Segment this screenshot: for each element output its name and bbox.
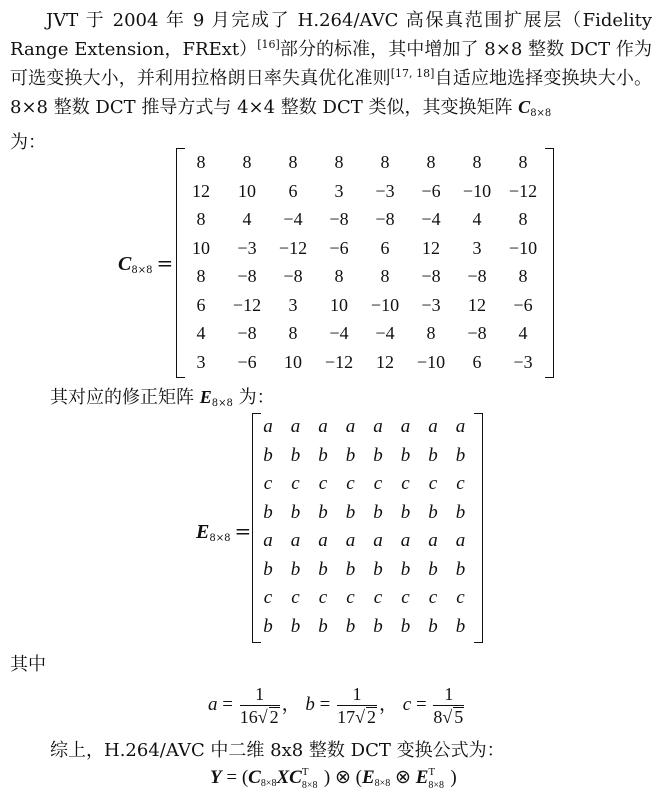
matrix-c-cell-r1-c2: 8 — [242, 152, 252, 172]
const-b-numerator: 1 — [352, 684, 362, 704]
intro-text-4: 为： — [10, 132, 46, 153]
e-intro-suffix: 为： — [232, 387, 275, 408]
matrix-e-cell-r8-c6: b — [400, 615, 411, 637]
matrix-e-cell-r2-c3: b — [318, 444, 328, 466]
matrix-c-cell-r4-c5: 6 — [380, 237, 390, 258]
matrix-c-cell-r8-c1: 3 — [196, 351, 206, 372]
matrix-e-cell-r7-c2: c — [291, 587, 300, 608]
matrix-e-cell-r1-c8: a — [455, 416, 466, 437]
matrix-c-cell-r5-c3: −8 — [283, 266, 303, 286]
matrix-c-cell-r4-c3: −12 — [278, 237, 308, 258]
matrix-e-cell-r2-c8: b — [455, 444, 466, 466]
matrix-e-cell-r4-c6: b — [400, 501, 411, 523]
matrix-e-cell-r4-c8: b — [455, 501, 466, 523]
matrix-e-cell-r2-c1: b — [263, 444, 273, 466]
matrix-c-cell-r6-c1: 6 — [196, 294, 206, 315]
matrix-e-cell-r3-c6: c — [401, 473, 410, 494]
matrix-c-cell-r8-c2: −6 — [237, 351, 257, 372]
matrix-e-cell-r4-c7: b — [428, 501, 438, 523]
matrix-e-cell-r5-c5: a — [373, 530, 383, 551]
intro-text-3: 自适应地选择变换块大小。8×8 整数 DCT 推导方式与 4×4 整数 DCT 类似，其变换矩阵 — [10, 68, 652, 118]
e-intro-text: 其对应的修正矩阵 — [50, 387, 200, 408]
formula-c2-sub: 8×8 — [301, 780, 318, 791]
const-a-name: a — [208, 693, 218, 715]
formula-e2-sub: 8×8 — [428, 780, 445, 791]
const-a-den-root: 2 — [269, 707, 279, 727]
const-b-equals: = — [319, 693, 331, 715]
matrix-c-cell-r5-c1: 8 — [196, 266, 206, 286]
matrix-e-cell-r4-c3: b — [318, 501, 328, 523]
matrix-c-cell-r2-c8: −12 — [508, 180, 538, 201]
matrix-e-cell-r5-c7: a — [428, 530, 438, 551]
matrix-e-right-bracket — [474, 413, 483, 643]
matrix-c-cell-r5-c6: −8 — [421, 266, 441, 286]
matrix-c-cell-r3-c3: −4 — [283, 209, 303, 229]
matrix-c-cell-r2-c2: 10 — [238, 180, 256, 201]
formula-close2: ) — [450, 767, 457, 788]
matrix-e-cell-r8-c8: b — [455, 615, 466, 637]
matrix-e-cell-r7-c4: c — [346, 587, 355, 608]
matrix-c-cell-r1-c5: 8 — [380, 152, 390, 172]
formula-c: C — [248, 767, 261, 788]
matrix-e-cell-r3-c3: c — [318, 473, 328, 494]
matrix-e-cell-r6-c3: b — [318, 558, 328, 580]
matrix-c-cell-r6-c6: −3 — [421, 294, 441, 315]
matrix-c-cell-r4-c7: 3 — [472, 237, 482, 258]
matrix-e-cell-r2-c2: b — [290, 444, 301, 466]
formula-e-sub: 8×8 — [374, 778, 391, 789]
final-formula — [210, 766, 457, 789]
matrix-c-cell-r1-c4: 8 — [334, 152, 344, 172]
matrix-c-cell-r7-c3: 8 — [288, 323, 298, 343]
matrix-e-cell-r5-c1: a — [263, 530, 273, 551]
const-a-equals: = — [222, 693, 233, 715]
matrix-e-cell-r3-c4: c — [346, 473, 355, 494]
matrix-c-cell-r7-c4: −4 — [329, 323, 349, 343]
matrix-c-cell-r1-c7: 8 — [472, 152, 482, 172]
matrix-e-cell-r7-c8: c — [456, 587, 465, 608]
matrix-e-cell-r4-c2: b — [290, 501, 301, 523]
matrix-e-cell-r1-c4: a — [345, 416, 356, 437]
matrix-c-cell-r7-c8: 4 — [518, 323, 528, 343]
matrix-e-subscript: 8×8 — [209, 533, 231, 544]
matrix-e-cell-r6-c4: b — [345, 558, 356, 580]
matrix-c-cell-r6-c5: −10 — [370, 294, 400, 315]
matrix-c-cell-r2-c1: 12 — [192, 180, 210, 201]
constants-formula — [208, 684, 466, 727]
matrix-c-cell-r2-c4: 3 — [334, 180, 344, 201]
matrix-e-cell-r4-c1: b — [263, 501, 273, 523]
matrix-c-cell-r8-c4: −12 — [324, 351, 354, 372]
matrix-c-cell-r8-c3: 10 — [284, 351, 302, 372]
matrix-c-cell-r2-c3: 6 — [288, 180, 298, 201]
matrix-e-cell-r6-c1: b — [263, 558, 273, 580]
matrix-e-cell-r3-c7: c — [428, 473, 438, 494]
matrix-c-cell-r3-c2: 4 — [242, 209, 252, 229]
matrix-c-cell-r4-c1: 10 — [192, 237, 210, 258]
matrix-c-cell-r6-c4: 10 — [330, 294, 348, 315]
formula-e: E — [361, 767, 375, 788]
const-a-den-coef: 16 — [239, 707, 258, 727]
citation-16: [16] — [257, 38, 280, 51]
matrix-c-cell-r5-c2: −8 — [237, 266, 257, 286]
matrix-e-subscript-inline: 8×8 — [211, 398, 233, 409]
intro-text-1: JVT 于 2004 年 9 月完成了 H.264/AVC 高保真范围扩展层（Fidelity Range Extension，FRExt） — [10, 10, 652, 60]
matrix-e-cell-r6-c8: b — [455, 558, 466, 580]
matrix-c-cell-r1-c6: 8 — [426, 152, 436, 172]
matrix-c-cell-r2-c5: −3 — [375, 180, 395, 201]
matrix-e-symbol-inline: E — [199, 387, 212, 407]
matrix-c-cell-r5-c7: −8 — [467, 266, 487, 286]
matrix-c-cell-r3-c1: 8 — [196, 209, 206, 229]
matrix-e-cell-r4-c5: b — [373, 501, 383, 523]
matrix-c-cell-r4-c4: −6 — [329, 237, 349, 258]
matrix-e-cell-r2-c7: b — [428, 444, 438, 466]
summary-line: 综上，H.264/AVC 中二维 8x8 整数 DCT 变换公式为： — [50, 740, 505, 761]
matrix-e-cell-r5-c4: a — [345, 530, 356, 551]
matrix-c-cell-r6-c8: −6 — [513, 294, 533, 315]
matrix-c-cell-r3-c5: −8 — [375, 209, 395, 229]
matrix-e-equals: = — [234, 519, 252, 543]
matrix-c-cell-r6-c7: 12 — [468, 294, 486, 315]
const-c-den-coef: 8 — [433, 707, 443, 727]
matrix-e-cell-r3-c1: c — [263, 473, 273, 494]
matrix-c-cell-r1-c1: 8 — [196, 152, 206, 172]
matrix-e-cell-r2-c5: b — [373, 444, 383, 466]
const-a-separator: ， — [281, 693, 301, 715]
matrix-c-cell-r6-c2: −12 — [232, 294, 262, 315]
matrix-e-symbol: E — [196, 521, 210, 543]
const-b-fraction: $\frac{1}{17√ 2}$ — [337, 684, 376, 727]
matrix-e-cell-r6-c6: b — [400, 558, 411, 580]
matrix-e-cell-r6-c2: b — [290, 558, 301, 580]
matrix-c-symbol: C — [118, 253, 132, 275]
formula-eq-open: = ( — [221, 767, 249, 788]
matrix-e-cell-r1-c2: a — [290, 416, 301, 437]
matrix-e-cell-r3-c5: c — [373, 473, 383, 494]
formula-close1: ) — [323, 767, 331, 788]
const-b-separator: ， — [378, 693, 398, 715]
matrix-c-subscript-inline: 8×8 — [530, 108, 552, 119]
const-a-fraction: $\frac{1}{16√ 2}$ — [239, 684, 279, 727]
matrix-c-cell-r8-c8: −3 — [513, 351, 533, 372]
formula-e2: E — [415, 767, 429, 788]
matrix-c-cell-r4-c8: −10 — [508, 237, 538, 258]
where-label: 其中 — [10, 654, 46, 675]
e-intro-line — [50, 386, 275, 415]
matrix-e-cell-r4-c4: b — [345, 501, 356, 523]
matrix-e-cell-r8-c1: b — [263, 615, 273, 637]
matrix-e-cell-r1-c3: a — [318, 416, 328, 437]
matrix-c-cell-r2-c7: −10 — [462, 180, 492, 201]
formula-open2: ( — [355, 767, 362, 788]
matrix-c-cell-r8-c5: 12 — [376, 351, 394, 372]
matrix-c-cell-r2-c6: −6 — [421, 180, 441, 201]
formula-c2-transpose: T — [301, 766, 309, 778]
matrix-e-cell-r5-c2: a — [290, 530, 301, 551]
const-b-den-root: 2 — [366, 707, 376, 727]
matrix-c-cell-r3-c7: 4 — [472, 209, 482, 229]
matrix-e-cell-r7-c3: c — [318, 587, 328, 608]
matrix-e-cell-r7-c1: c — [263, 587, 273, 608]
matrix-c-cell-r4-c2: −3 — [237, 237, 257, 258]
matrix-e-cell-r6-c7: b — [428, 558, 438, 580]
matrix-c-cell-r7-c5: −4 — [375, 323, 395, 343]
matrix-e-label — [196, 520, 251, 550]
matrix-e-cell-r1-c7: a — [428, 416, 438, 437]
matrix-c-cell-r7-c7: −8 — [467, 323, 487, 343]
matrix-e-cell-r1-c5: a — [373, 416, 383, 437]
matrix-c-cell-r4-c6: 12 — [422, 237, 440, 258]
matrix-e-cell-r7-c5: c — [373, 587, 383, 608]
formula-y: Y — [210, 767, 222, 788]
matrix-e-cell-r8-c7: b — [428, 615, 438, 637]
matrix-e-cell-r8-c4: b — [345, 615, 356, 637]
const-c-name: c — [402, 693, 412, 715]
matrix-e-cell-r1-c6: a — [400, 416, 411, 437]
matrix-c-cell-r7-c2: −8 — [237, 323, 257, 343]
citation-17-18: [17, 18] — [390, 67, 435, 80]
matrix-e-cell-r3-c2: c — [291, 473, 300, 494]
const-b-den-coef: 17 — [337, 707, 356, 727]
matrix-e-cell-r3-c8: c — [456, 473, 465, 494]
matrix-c-cell-r6-c3: 3 — [288, 294, 298, 315]
matrix-c-cell-r8-c6: −10 — [416, 351, 446, 372]
matrix-c-cell-r5-c4: 8 — [334, 266, 344, 286]
matrix-c-cell-r3-c8: 8 — [518, 209, 528, 229]
matrix-c-cell-r3-c4: −8 — [329, 209, 349, 229]
formula-x: X — [276, 767, 290, 788]
matrix-c-cell-r7-c6: 8 — [426, 323, 436, 343]
matrix-e-cell-r8-c3: b — [318, 615, 328, 637]
matrix-c-cell-r5-c5: 8 — [380, 266, 390, 286]
matrix-c-cell-r3-c6: −4 — [421, 209, 441, 229]
const-c-numerator: 1 — [444, 684, 454, 704]
matrix-c-symbol-inline: C — [518, 97, 531, 117]
matrix-e-cell-r7-c7: c — [428, 587, 438, 608]
matrix-e-cell-r2-c6: b — [400, 444, 411, 466]
formula-e2-transpose: T — [428, 766, 436, 778]
intro-paragraph — [10, 6, 652, 157]
intro-text-2: 部分的标准，其中增加了 8×8 整数 DCT 作为可选变换大小，并利用拉格朗日率失真优化准则 — [10, 39, 652, 89]
matrix-e-cell-r5-c6: a — [400, 530, 411, 551]
const-b-name: b — [305, 693, 315, 715]
matrix-c-subscript: 8×8 — [131, 265, 153, 276]
const-c-den-root: 5 — [454, 707, 464, 727]
matrix-e-cell-r2-c4: b — [345, 444, 356, 466]
matrix-c-label — [118, 252, 173, 282]
matrix-c-cell-r5-c8: 8 — [518, 266, 528, 286]
formula-otimes: ⊗ — [330, 767, 356, 788]
matrix-c-cell-r7-c1: 4 — [196, 323, 206, 343]
formula-c-sub: 8×8 — [260, 778, 277, 789]
const-a-numerator: 1 — [255, 684, 265, 704]
matrix-c-cell-r1-c3: 8 — [288, 152, 298, 172]
matrix-e-cell-r6-c5: b — [373, 558, 383, 580]
matrix-e-cell-r7-c6: c — [401, 587, 410, 608]
matrix-e-cell-r1-c1: a — [263, 416, 273, 437]
formula-otimes2: ⊗ — [390, 767, 416, 788]
matrix-e-cell-r5-c3: a — [318, 530, 328, 551]
matrix-e-cell-r8-c2: b — [290, 615, 301, 637]
matrix-c-cell-r1-c8: 8 — [518, 152, 528, 172]
const-c-equals: = — [415, 693, 427, 715]
formula-c2: C — [289, 767, 302, 788]
matrix-c-cell-r8-c7: 6 — [472, 351, 482, 372]
matrix-e-cell-r5-c8: a — [455, 530, 466, 551]
matrix-c-equals: = — [156, 251, 174, 275]
matrix-e-cell-r8-c5: b — [373, 615, 383, 637]
const-c-fraction: $\frac{1}{8√ 5}$ — [433, 684, 464, 727]
